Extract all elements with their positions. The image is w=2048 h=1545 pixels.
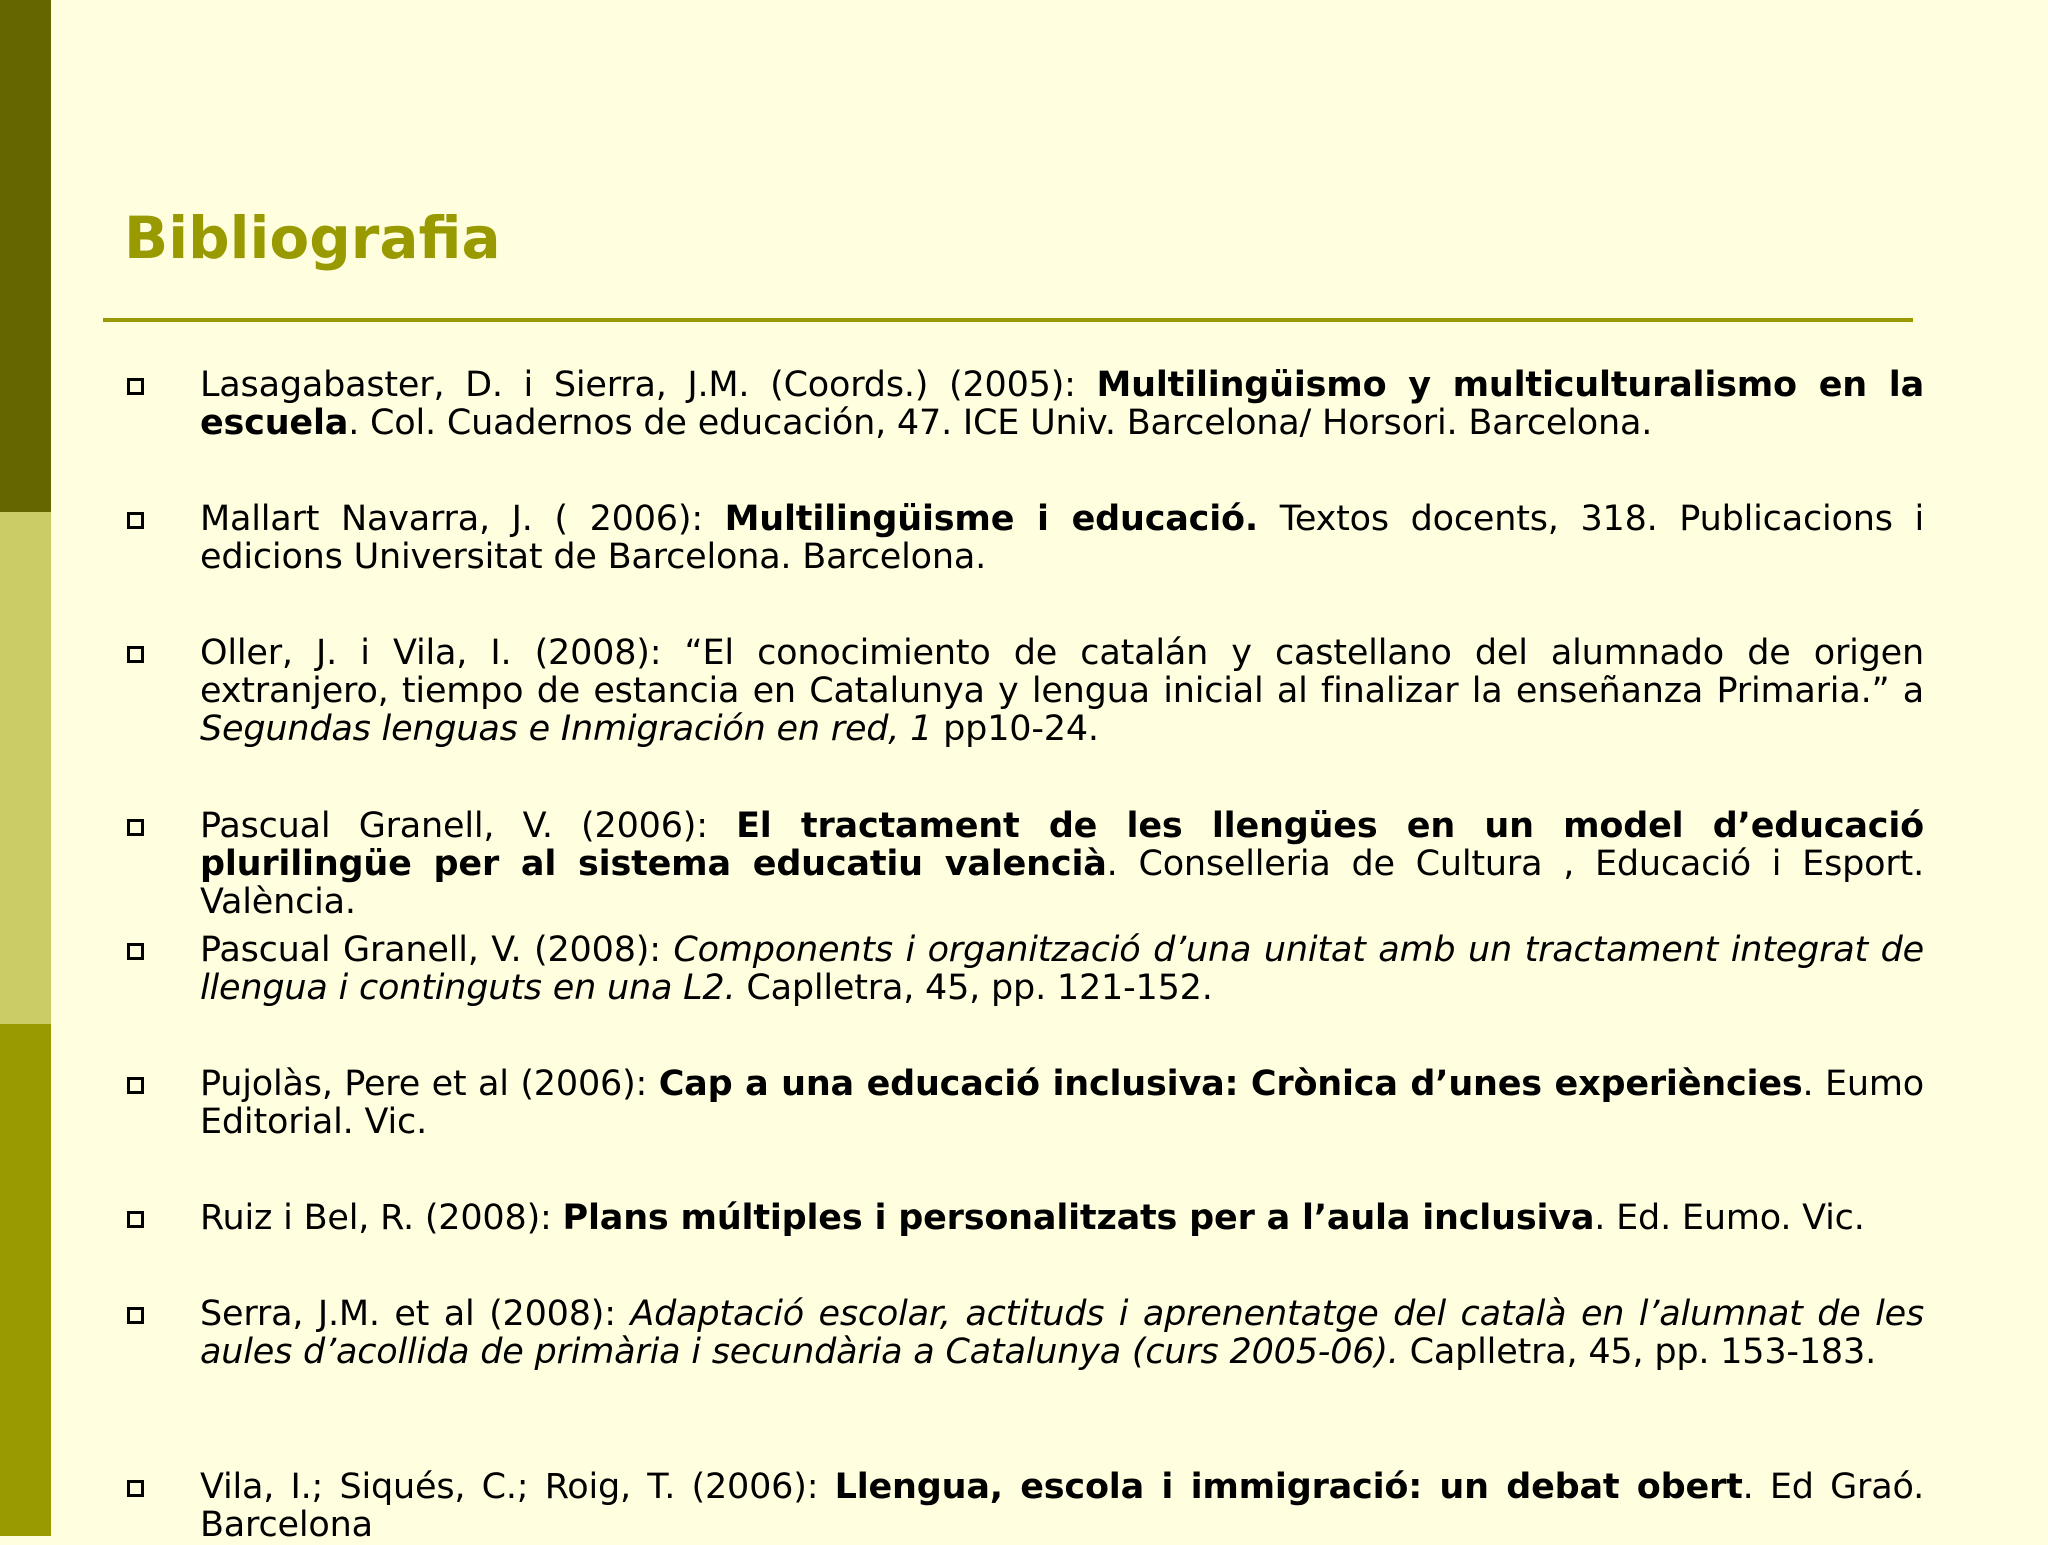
bibliography-item-mallart — [200, 500, 1924, 576]
reference-authors: Serra, J.M. et al (2008): — [200, 1294, 631, 1334]
bibliography-item-ruiz — [200, 1199, 1924, 1237]
bibliography-item-serra — [200, 1295, 1924, 1371]
hollow-square-bullet-icon — [127, 943, 144, 960]
reference-work-title: Multilingüisme i educació. — [724, 499, 1258, 539]
page-title: Bibliografia — [124, 204, 501, 272]
reference-authors: Pascual Granell, V. (2008): — [200, 930, 674, 970]
hollow-square-bullet-icon — [127, 1480, 144, 1497]
reference-work-title: Plans múltiples i personalitzats per a l’aula inclusiva — [562, 1198, 1595, 1238]
reference-work-title: Adaptació escolar, actituds i aprenentatge del català en l’alumnat de les aules d’acollida de primària i secundària a Catalunya (curs 2005-06). — [200, 1294, 1924, 1372]
hollow-square-bullet-icon — [127, 819, 144, 836]
reference-authors: Ruiz i Bel, R. (2008): — [200, 1198, 563, 1238]
reference-details: . Conselleria de Cultura , Educació i Esport. València. — [200, 844, 1925, 922]
bibliography-item-oller — [200, 634, 1924, 748]
reference-authors: Mallart Navarra, J. ( 2006): — [200, 499, 725, 539]
reference-work-title: Llengua, escola i immigració: un debat obert — [834, 1467, 1743, 1507]
hollow-square-bullet-icon — [127, 378, 144, 395]
reference-authors: Pujolàs, Pere et al (2006): — [200, 1064, 659, 1104]
reference-work-title: El tractament de les llengües en un model d’educació plurilingüe per al sistema educatiu valencià — [200, 806, 1924, 884]
hollow-square-bullet-icon — [127, 512, 144, 529]
reference-work-title: Cap a una educació inclusiva: Crònica d’unes experiències — [658, 1064, 1803, 1104]
reference-work-title: Components i organització d’una unitat amb un tractament integrat de llengua i continguts en una L2. — [200, 930, 1924, 1008]
bibliography-item-pascual-2006 — [200, 807, 1924, 921]
reference-details: pp10-24. — [932, 709, 1099, 749]
hollow-square-bullet-icon — [127, 1211, 144, 1228]
reference-details: . Col. Cuadernos de educación, 47. ICE Univ. Barcelona/ Horsori. Barcelona. — [348, 403, 1653, 443]
hollow-square-bullet-icon — [127, 1077, 144, 1094]
reference-details: . Ed Graó. Barcelona — [200, 1467, 1925, 1545]
reference-details: . Ed. Eumo. Vic. — [1594, 1198, 1865, 1238]
reference-details: Caplletra, 45, pp. 121-152. — [735, 968, 1213, 1008]
bibliography-item-lasagabaster — [200, 366, 1924, 442]
reference-authors: Pascual Granell, V. (2006): — [200, 806, 737, 846]
hollow-square-bullet-icon — [127, 646, 144, 663]
reference-details: Caplletra, 45, pp. 153-183. — [1398, 1332, 1876, 1372]
reference-work-title: Segundas lenguas e Inmigración en red, 1 — [200, 709, 933, 749]
reference-work-title: Multilingüismo y multiculturalismo en la escuela — [200, 365, 1924, 443]
reference-authors: Lasagabaster, D. i Sierra, J.M. (Coords.) (2005): — [200, 365, 1097, 405]
reference-details: . Eumo Editorial. Vic. — [200, 1064, 1924, 1142]
bibliography-item-pascual-2008 — [200, 931, 1924, 1007]
hollow-square-bullet-icon — [127, 1307, 144, 1324]
bibliography-item-pujolas — [200, 1065, 1924, 1141]
reference-authors: Vila, I.; Siqués, C.; Roig, T. (2006): — [200, 1467, 835, 1507]
reference-details: Textos docents, 318. Publicacions i edicions Universitat de Barcelona. Barcelona. — [200, 499, 1924, 577]
reference-authors: Oller, J. i Vila, I. (2008): “El conocimiento de catalán y castellano del alumnado de origen extranjero, tiempo de estancia en Catalunya y lengua inicial al finalizar la enseñanza Primaria.” a — [200, 633, 1924, 711]
bibliography-item-vila — [200, 1468, 1924, 1544]
